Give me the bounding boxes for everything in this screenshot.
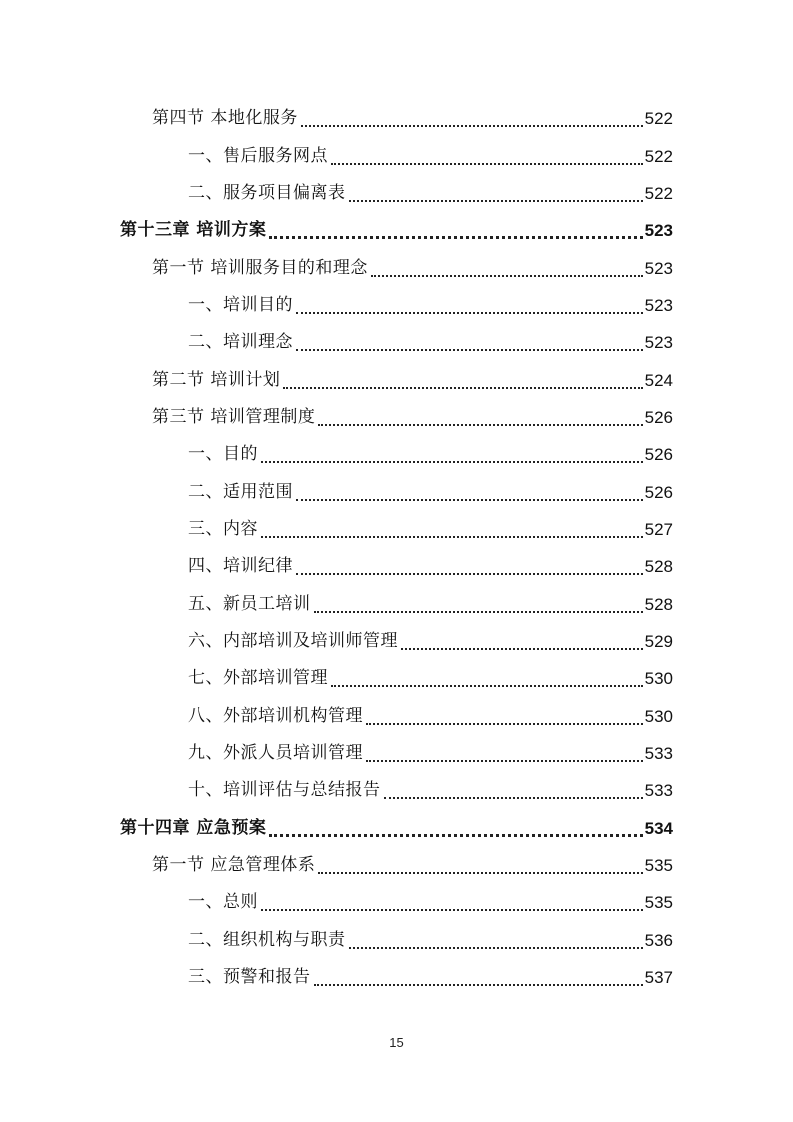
toc-entry[interactable] <box>188 660 673 697</box>
toc-entry-label: 七、外部培训管理 <box>188 668 328 688</box>
dot-leader <box>301 113 643 127</box>
toc-entry-label: 八、外部培训机构管理 <box>188 706 363 726</box>
dot-leader <box>261 897 643 911</box>
dot-leader <box>371 263 643 277</box>
dot-leader <box>366 748 643 762</box>
toc-entry-label: 三、内容 <box>188 519 258 539</box>
toc-entry-page: 535 <box>644 893 673 912</box>
toc-entry[interactable] <box>188 474 673 511</box>
toc-entry-label: 一、培训目的 <box>188 295 293 315</box>
toc-entry-label: 第一节 应急管理体系 <box>152 855 316 875</box>
toc-entry[interactable] <box>188 138 673 175</box>
dot-leader <box>331 151 643 165</box>
toc-entry-label: 二、培训理念 <box>188 332 293 352</box>
toc-entry-label: 第十三章 培训方案 <box>120 220 267 240</box>
toc-entry-page: 523 <box>644 296 673 315</box>
dot-leader <box>331 673 643 687</box>
toc-entry-page: 524 <box>644 371 673 390</box>
dot-leader <box>296 561 643 575</box>
toc-entry-page: 529 <box>644 632 673 651</box>
toc-entry[interactable] <box>188 324 673 361</box>
toc-entry-page: 530 <box>644 669 673 688</box>
dot-leader <box>314 972 643 986</box>
toc-entry-label: 一、目的 <box>188 444 258 464</box>
toc-entry-page: 534 <box>644 819 673 838</box>
toc-entry[interactable] <box>188 959 673 996</box>
toc-entry-label: 二、适用范围 <box>188 482 293 502</box>
dot-leader <box>384 785 643 799</box>
toc-entry-label: 第二节 培训计划 <box>152 370 281 390</box>
toc-entry[interactable] <box>188 735 673 772</box>
toc-entry-label: 五、新员工培训 <box>188 594 311 614</box>
page-number: 15 <box>389 1035 404 1050</box>
dot-leader <box>366 711 643 725</box>
toc-entry[interactable] <box>188 175 673 212</box>
dot-leader <box>261 449 643 463</box>
dot-leader <box>269 224 642 239</box>
toc-entry-page: 522 <box>644 184 673 203</box>
toc-entry-label: 二、服务项目偏离表 <box>188 183 346 203</box>
dot-leader <box>401 636 643 650</box>
toc-entry[interactable] <box>152 100 673 137</box>
toc-entry[interactable] <box>188 586 673 623</box>
toc-entry-label: 二、组织机构与职责 <box>188 930 346 950</box>
dot-leader <box>283 375 642 389</box>
dot-leader <box>296 487 643 501</box>
toc-entry[interactable] <box>188 884 673 921</box>
toc-entry-label: 十、培训评估与总结报告 <box>188 780 381 800</box>
toc-entry[interactable] <box>152 250 673 287</box>
toc-entry-label: 第三节 培训管理制度 <box>152 407 316 427</box>
toc-entry-label: 第四节 本地化服务 <box>152 108 298 128</box>
toc-entry[interactable] <box>188 287 673 324</box>
dot-leader <box>349 188 643 202</box>
toc-entry[interactable] <box>188 548 673 585</box>
toc-entry-page: 533 <box>644 744 673 763</box>
toc-entry[interactable] <box>152 847 673 884</box>
toc-entry-label: 三、预警和报告 <box>188 967 311 987</box>
toc-entry-page: 533 <box>644 781 673 800</box>
toc-entry-label: 一、售后服务网点 <box>188 146 328 166</box>
toc-entry-page: 536 <box>644 931 673 950</box>
toc-entry-page: 528 <box>644 595 673 614</box>
toc-chapter-entry[interactable] <box>120 212 673 249</box>
dot-leader <box>269 822 642 837</box>
toc-chapter-entry[interactable] <box>120 810 673 847</box>
toc-entry-page: 523 <box>644 333 673 352</box>
toc-entry-label: 一、总则 <box>188 892 258 912</box>
toc-entry-label: 第一节 培训服务目的和理念 <box>152 258 368 278</box>
toc-entry-page: 528 <box>644 557 673 576</box>
toc-entry-page: 522 <box>644 147 673 166</box>
dot-leader <box>314 599 643 613</box>
toc-entry-page: 530 <box>644 707 673 726</box>
toc-entry-page: 526 <box>644 445 673 464</box>
dot-leader <box>296 300 643 314</box>
toc-entry-page: 537 <box>644 968 673 987</box>
dot-leader <box>349 935 643 949</box>
toc-entry-page: 526 <box>644 483 673 502</box>
toc-entry-label: 四、培训纪律 <box>188 556 293 576</box>
toc-entry[interactable] <box>188 698 673 735</box>
toc-entry-page: 527 <box>644 520 673 539</box>
dot-leader <box>261 524 643 538</box>
toc-entry[interactable] <box>188 623 673 660</box>
toc-entry-page: 526 <box>644 408 673 427</box>
toc-entry-label: 第十四章 应急预案 <box>120 818 267 838</box>
toc-entry-page: 535 <box>644 856 673 875</box>
toc-entry[interactable] <box>152 362 673 399</box>
dot-leader <box>296 337 643 351</box>
toc-entry-label: 六、内部培训及培训师管理 <box>188 631 398 651</box>
toc-entry[interactable] <box>152 399 673 436</box>
toc-entry[interactable] <box>188 922 673 959</box>
toc-entry[interactable] <box>188 511 673 548</box>
toc-entry-label: 九、外派人员培训管理 <box>188 743 363 763</box>
toc-entry[interactable] <box>188 436 673 473</box>
toc-entry[interactable] <box>188 772 673 809</box>
toc-entry-page: 523 <box>644 221 673 240</box>
toc-entry-page: 522 <box>644 109 673 128</box>
dot-leader <box>318 412 642 426</box>
toc-entry-page: 523 <box>644 259 673 278</box>
dot-leader <box>318 860 642 874</box>
